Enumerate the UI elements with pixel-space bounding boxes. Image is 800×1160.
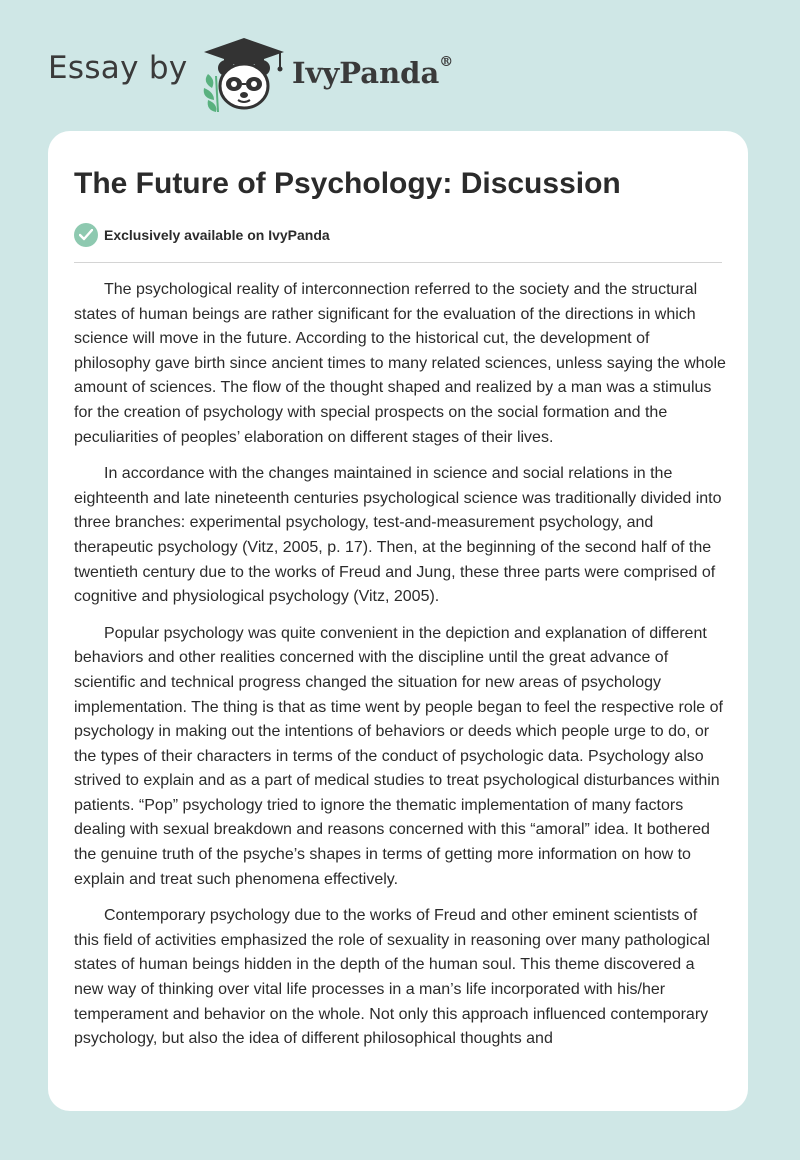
site-header (0, 0, 800, 130)
exclusive-label: Exclusively available on IvyPanda (104, 227, 330, 243)
panda-graduate-logo-icon[interactable] (200, 36, 288, 112)
paragraph: In accordance with the changes maintained in science and social relations in the eighteenth and late nineteenth centuries psychological science was traditionally divided into three branches: experimental psychology, test-and-measurement psychology, and therapeutic psychology (Vitz, 2005, p. 17). Then, at the beginning of the second half of the twentieth century due to the works of Freud and Jung, these three parts were comprised of cognitive and physiological psychology (Vitz, 2005). (74, 465, 722, 606)
essay-by-label: Essay by (48, 50, 188, 86)
exclusive-badge (74, 222, 330, 248)
essay-body (74, 278, 726, 1064)
page-title: The Future of Psychology: Discussion (74, 167, 621, 200)
brand-name[interactable] (292, 56, 453, 90)
essay-card (48, 131, 748, 1111)
check-circle-icon (74, 223, 98, 247)
paragraph: Popular psychology was quite convenient in the depiction and explanation of different behaviors and other realities concerned with the discipline until the great advance of scientific and technical progress changed the situation for new areas of psychology implementation. The thing is that as time went by people began to feel the respective role of psychology in making out the intentions of behaviors or deeds which people urge to do, or the types of their characters in terms of the conduct of psychologic data. Psychology also strived to explain and as a part of medical studies to treat psychological disturbances within patients. “Pop” psychology tried to ignore the thematic implementation of many factors dealing with sexual breakdown and reasons concerned with this “amoral” idea. It bothered the genuine truth of the psyche’s shapes in terms of getting more information on how to explain and treat such phenomena effectively. (74, 624, 723, 888)
paragraph: The psychological reality of interconnection referred to the society and the structural states of human beings are rather significant for the evaluation of the directions in which science will move in the future. According to the historical cut, the development of philosophy gave birth since ancient times to many related sciences, unless saying the whole amount of sciences. The flow of the thought shaped and realized by a man was a stimulus for the creation of psychology with special prospects on the social formation and the peculiarities of peoples’ elaboration on different stages of their lives. (74, 281, 726, 446)
divider (74, 262, 722, 263)
paragraph: Contemporary psychology due to the works of Freud and other eminent scientists of this field of activities emphasized the role of sexuality in reasoning over many pathological states of human beings hidden in the depth of the human soul. This theme discovered a new way of thinking over vital life processes in a man’s life incorporated with his/her temperament and behavior on the whole. Not only this approach influenced contemporary psychology, but also the idea of different philosophical thoughts and (74, 907, 710, 1048)
registered-mark: ® (439, 54, 454, 70)
brand-label: IvyPanda (292, 56, 440, 90)
